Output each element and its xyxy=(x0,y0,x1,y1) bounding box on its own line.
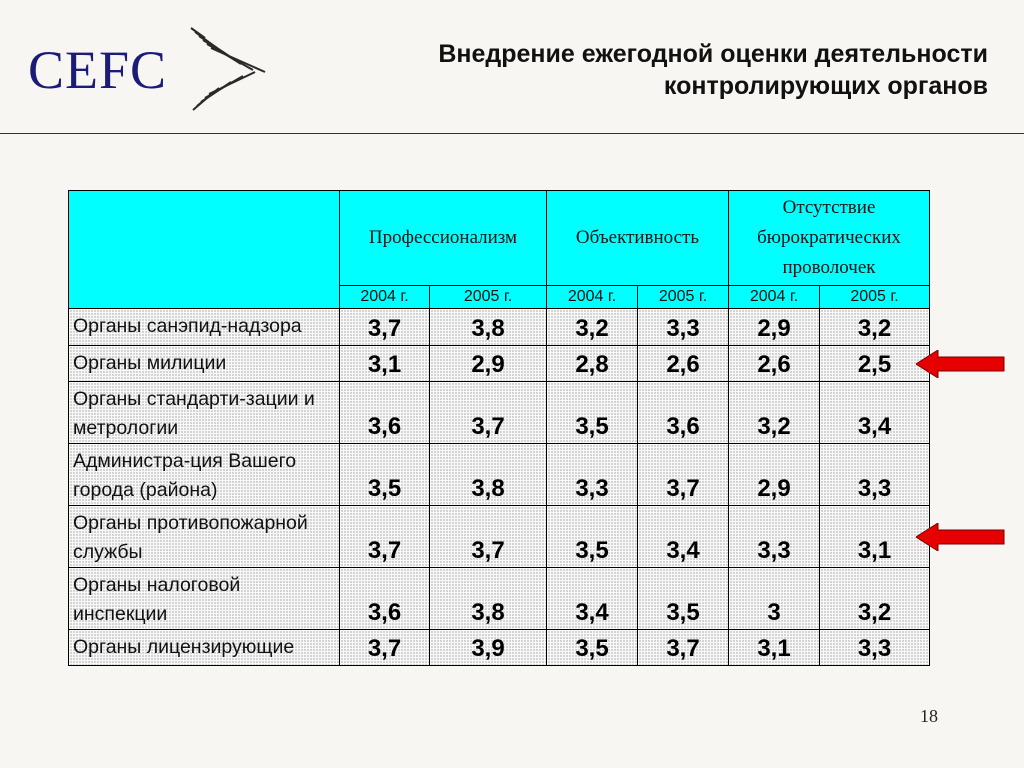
row-label: Администра-ция Вашего города (района) xyxy=(69,444,340,506)
row-label: Органы санэпид-надзора xyxy=(69,309,340,346)
rating-cell: 2,6 xyxy=(638,346,729,382)
year-header: 2005 г. xyxy=(820,286,930,309)
year-header: 2004 г. xyxy=(547,286,638,309)
table-row xyxy=(69,568,930,630)
row-label: Органы стандарти-зации и метрологии xyxy=(69,382,340,444)
rating-cell: 3,7 xyxy=(340,506,430,568)
title-line-1: Внедрение ежегодной оценки деятельности xyxy=(438,40,988,68)
rating-cell: 3,5 xyxy=(340,444,430,506)
rating-cell: 3,3 xyxy=(820,630,930,666)
rating-cell: 3,7 xyxy=(638,630,729,666)
rating-cell: 3,7 xyxy=(340,309,430,346)
rating-cell: 3,8 xyxy=(430,568,547,630)
rating-cell: 3,6 xyxy=(340,382,430,444)
rating-cell: 2,9 xyxy=(430,346,547,382)
page-number: 18 xyxy=(920,706,938,726)
rating-cell: 3,4 xyxy=(547,568,638,630)
logo-stripes-icon xyxy=(185,26,277,112)
rating-cell: 3,3 xyxy=(729,506,820,568)
rating-cell: 3,4 xyxy=(820,382,930,444)
rating-cell: 3,5 xyxy=(547,630,638,666)
row-label: Органы лицензирующие xyxy=(69,630,340,666)
rating-cell: 3,5 xyxy=(638,568,729,630)
slide-title xyxy=(438,38,988,102)
table-row xyxy=(69,444,930,506)
rating-cell: 3,4 xyxy=(638,506,729,568)
group-header-no-red-tape: Отсутствие бюрократических проволочек xyxy=(729,191,930,286)
rating-cell: 3,2 xyxy=(547,309,638,346)
rating-cell: 3,1 xyxy=(729,630,820,666)
rating-cell: 3,2 xyxy=(729,382,820,444)
corner-header-cell xyxy=(69,191,340,309)
rating-cell: 3 xyxy=(729,568,820,630)
header-divider xyxy=(0,133,1024,134)
rating-cell: 3,5 xyxy=(547,506,638,568)
title-line-2: контролирующих органов xyxy=(663,72,988,100)
rating-cell: 3,2 xyxy=(820,309,930,346)
rating-cell: 3,2 xyxy=(820,568,930,630)
group-header-professionalism: Профессионализм xyxy=(340,191,547,286)
rating-cell: 2,8 xyxy=(547,346,638,382)
rating-cell: 3,7 xyxy=(430,506,547,568)
rating-cell: 3,6 xyxy=(638,382,729,444)
year-header: 2004 г. xyxy=(729,286,820,309)
rating-cell: 3,7 xyxy=(638,444,729,506)
row-label: Органы налоговой инспекции xyxy=(69,568,340,630)
rating-cell: 3,6 xyxy=(340,568,430,630)
year-header: 2005 г. xyxy=(638,286,729,309)
rating-cell: 2,9 xyxy=(729,444,820,506)
rating-cell: 3,3 xyxy=(547,444,638,506)
table-row xyxy=(69,382,930,444)
table-row xyxy=(69,506,930,568)
rating-cell: 3,8 xyxy=(430,309,547,346)
row-label: Органы противопожарной службы xyxy=(69,506,340,568)
row-label: Органы милиции xyxy=(69,346,340,382)
table-row xyxy=(69,630,930,666)
arrow-shape xyxy=(916,350,1004,378)
highlight-arrow-icon xyxy=(916,350,1006,378)
rating-cell: 3,3 xyxy=(820,444,930,506)
rating-cell: 2,6 xyxy=(729,346,820,382)
rating-cell: 3,7 xyxy=(430,382,547,444)
arrow-shape xyxy=(916,523,1004,551)
table-row xyxy=(69,346,930,382)
rating-cell: 3,7 xyxy=(340,630,430,666)
rating-cell: 3,5 xyxy=(547,382,638,444)
group-header-objectivity: Объективность xyxy=(547,191,729,286)
rating-cell: 2,5 xyxy=(820,346,930,382)
rating-cell: 3,9 xyxy=(430,630,547,666)
rating-cell: 3,3 xyxy=(638,309,729,346)
year-header: 2005 г. xyxy=(430,286,547,309)
year-header: 2004 г. xyxy=(340,286,430,309)
ratings-table xyxy=(68,190,930,666)
rating-cell: 3,1 xyxy=(820,506,930,568)
rating-cell: 3,8 xyxy=(430,444,547,506)
highlight-arrow-icon xyxy=(916,523,1006,551)
rating-cell: 3,1 xyxy=(340,346,430,382)
cefc-logo: CEFC xyxy=(28,40,168,100)
rating-cell: 2,9 xyxy=(729,309,820,346)
table-row xyxy=(69,309,930,346)
